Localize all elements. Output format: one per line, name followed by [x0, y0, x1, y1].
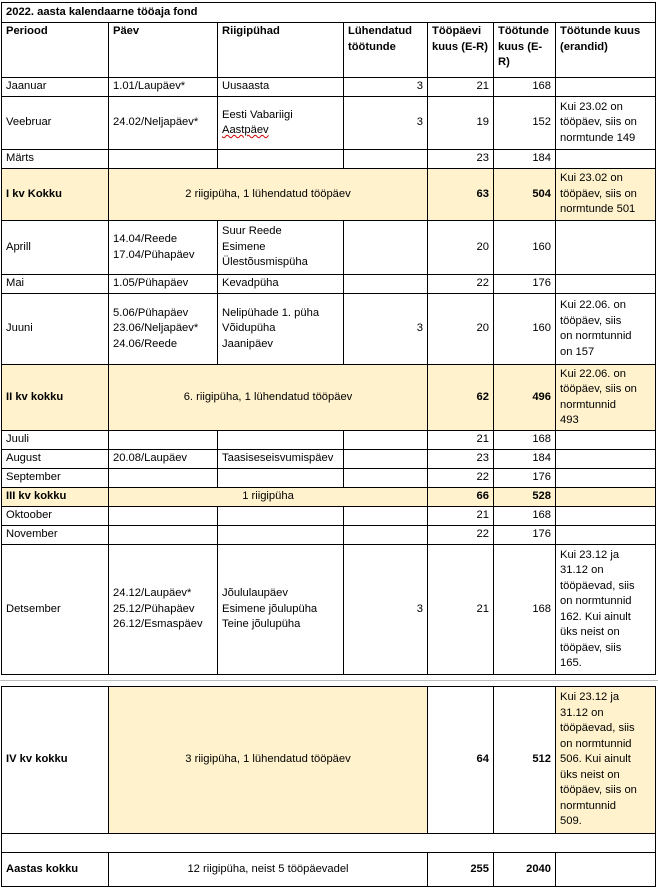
- row-period: November: [2, 526, 109, 545]
- row-hours: 496: [494, 365, 556, 431]
- row-summary: 3 riigipüha, 1 lühendatud tööpäev: [109, 687, 428, 834]
- row-workdays: 63: [428, 169, 494, 221]
- exception-line: on 157: [560, 345, 595, 358]
- exception-line: 31.12 on: [560, 706, 604, 719]
- holiday-line: Kevadpüha: [222, 277, 279, 290]
- row-period: Mai: [2, 275, 109, 294]
- day-line: 5.06/Pühapäev: [113, 306, 189, 319]
- row-period: I kv Kokku: [2, 169, 109, 221]
- exception-line: tööpäevad, siis: [560, 722, 635, 735]
- row-period: Märts: [2, 150, 109, 169]
- exception-line: üks neist on: [560, 626, 620, 638]
- row-hours: 160: [494, 221, 556, 275]
- row-period: Aastas kokku: [2, 853, 109, 887]
- row-hours: 512: [494, 687, 556, 834]
- day-line: 24.06/Reede: [113, 337, 178, 350]
- row-hours: 168: [494, 78, 556, 97]
- row-exception: [556, 687, 656, 834]
- row-period: III kv kokku: [2, 488, 109, 507]
- exception-line: normtunde 149: [560, 131, 636, 144]
- row-shortened: 3: [344, 294, 428, 365]
- row-holiday: [218, 97, 344, 150]
- exception-line: normtunnid: [560, 799, 616, 812]
- row-day: [109, 97, 218, 150]
- exception-line: Kui 23.12 ja: [560, 691, 620, 704]
- row-shortened: 3: [344, 545, 428, 675]
- table-row: [2, 275, 656, 294]
- row-workdays: 21: [428, 545, 494, 675]
- row-hours: 176: [494, 469, 556, 488]
- exception-line: tööpäev, siis on: [560, 187, 637, 200]
- day-line: 1.05/Pühapäev: [113, 277, 189, 290]
- row-exception: [556, 545, 656, 675]
- exception-line: on normtunnid: [560, 737, 632, 750]
- exception-line: Kui 22.06. on: [560, 299, 626, 311]
- table-row: [2, 150, 656, 169]
- holiday-line: Esimene: [222, 240, 266, 253]
- row-hours: 160: [494, 294, 556, 365]
- row-period: Jaanuar: [2, 78, 109, 97]
- row-period: Juuli: [2, 431, 109, 450]
- exception-line: on normtunnid: [560, 595, 632, 607]
- table-row: [2, 78, 656, 97]
- quarter-row: [2, 365, 656, 431]
- row-workdays: 22: [428, 469, 494, 488]
- row-workdays: 255: [428, 853, 494, 887]
- holiday-line: Suur Reede: [222, 225, 282, 238]
- empty-row: [2, 834, 656, 853]
- table-row: [2, 507, 656, 526]
- row-workdays: 20: [428, 294, 494, 365]
- exception-line: 165.: [560, 657, 582, 669]
- row-shortened: 3: [344, 97, 428, 150]
- holiday-line: Taasiseseisvumispäev: [222, 452, 334, 465]
- table-row: [2, 294, 656, 365]
- holiday-line: Jaanipäev: [222, 337, 274, 350]
- row-workdays: 21: [428, 507, 494, 526]
- table-title: 2022. aasta kalendaarne tööaja fond: [2, 3, 656, 23]
- row-hours: 168: [494, 507, 556, 526]
- row-shortened: 3: [344, 78, 428, 97]
- header-holidays: Riigipühad: [218, 23, 344, 78]
- row-period: Juuni: [2, 294, 109, 365]
- header-period: Periood: [2, 23, 109, 78]
- day-line: 26.12/Esmaspäev: [113, 618, 203, 631]
- row-hours: 2040: [494, 853, 556, 887]
- exception-line: Kui 23.02 on: [560, 100, 623, 113]
- header-workdays: Tööpäevi kuus (E-R): [428, 23, 494, 78]
- row-workdays: 64: [428, 687, 494, 834]
- exception-line: tööpäev, siis on: [560, 116, 637, 129]
- table-row: [2, 97, 656, 150]
- exception-line: 493: [560, 414, 579, 426]
- row-hours: 168: [494, 431, 556, 450]
- row-period: Aprill: [2, 221, 109, 275]
- exception-line: normtunnid: [560, 398, 616, 411]
- day-line: 1.01/Laupäev*: [113, 80, 186, 93]
- row-workdays: 66: [428, 488, 494, 507]
- holiday-line: Teine jõulupüha: [222, 618, 301, 631]
- table-row: [2, 450, 656, 469]
- day-line: 14.04/Reede: [113, 233, 178, 245]
- row-workdays: 22: [428, 526, 494, 545]
- exception-line: Kui 23.12 ja: [560, 548, 620, 561]
- row-workdays: 21: [428, 431, 494, 450]
- row-period: August: [2, 450, 109, 469]
- row-summary: 1 riigipüha: [109, 488, 428, 507]
- row-workdays: 62: [428, 365, 494, 431]
- holiday-line: Ülestõusmispüha: [222, 256, 308, 269]
- exception-line: üks neist on: [560, 768, 620, 781]
- row-day: [109, 275, 218, 294]
- row-holiday: [218, 78, 344, 97]
- row-day: [109, 450, 218, 469]
- day-line: 23.06/Neljapäev*: [113, 322, 199, 335]
- row-day: [109, 78, 218, 97]
- row-workdays: 20: [428, 221, 494, 275]
- row-holiday: [218, 450, 344, 469]
- exception-line: tööpäevad, siis: [560, 579, 635, 592]
- row-summary: 6. riigipüha, 1 lühendatud tööpäev: [109, 365, 428, 431]
- quarter-row: [2, 488, 656, 507]
- row-hours: 504: [494, 169, 556, 221]
- exception-line: on normtunnid: [560, 330, 632, 342]
- row-workdays: 21: [428, 78, 494, 97]
- holiday-line: Võidupüha: [222, 322, 276, 335]
- holiday-line: Jõululaupäev: [222, 587, 288, 600]
- exception-line: tööpäev, siis on: [560, 383, 637, 395]
- row-summary: 2 riigipüha, 1 lühendatud tööpäev: [109, 169, 428, 221]
- row-exception: [556, 294, 656, 365]
- row-hours: 528: [494, 488, 556, 507]
- row-workdays: 23: [428, 150, 494, 169]
- row-hours: 168: [494, 545, 556, 675]
- header-shortened: Lühendatud töötunde: [344, 23, 428, 78]
- row-exception: [556, 78, 656, 97]
- exception-line: tööpäev, siis on: [560, 784, 637, 797]
- row-workdays: 19: [428, 97, 494, 150]
- table-row: [2, 221, 656, 275]
- row-workdays: 23: [428, 450, 494, 469]
- exception-line: 162. Kui ainult: [560, 610, 631, 623]
- row-hours: 176: [494, 275, 556, 294]
- row-day: [109, 294, 218, 365]
- header-exceptions: Töötunde kuus (erandid): [556, 23, 656, 78]
- holiday-line: Uusaasta: [222, 80, 270, 93]
- row-workdays: 22: [428, 275, 494, 294]
- row-holiday: [218, 221, 344, 275]
- exception-line: 509.: [560, 815, 582, 828]
- exception-line: tööpäev, siis: [560, 641, 622, 654]
- table-row: [2, 431, 656, 450]
- exception-line: 506. Kui ainult: [560, 753, 631, 766]
- table-row: [2, 469, 656, 488]
- row-period: IV kv kokku: [2, 687, 109, 834]
- row-hours: 184: [494, 150, 556, 169]
- row-period: Detsember: [2, 545, 109, 675]
- row-hours: 152: [494, 97, 556, 150]
- row-period: Veebruar: [2, 97, 109, 150]
- day-line: 24.12/Laupäev*: [113, 587, 192, 600]
- table-row: [2, 526, 656, 545]
- row-day: [109, 221, 218, 275]
- exception-line: normtunde 501: [560, 203, 636, 216]
- work-time-table: [1, 2, 656, 675]
- holiday-line: Eesti Vabariigi: [222, 108, 293, 121]
- quarter-row: [2, 687, 656, 834]
- row-period: II kv kokku: [2, 365, 109, 431]
- holiday-line: Nelipühade 1. püha: [222, 306, 320, 319]
- holiday-line: Aastpäev: [222, 124, 269, 136]
- day-line: 17.04/Pühapäev: [113, 248, 195, 261]
- table-row: [2, 545, 656, 675]
- row-exception: [556, 365, 656, 431]
- row-exception: [556, 169, 656, 221]
- row-holiday: [218, 294, 344, 365]
- day-line: 25.12/Pühapäev: [113, 602, 195, 615]
- header-hours: Töötunde kuus (E-R): [494, 23, 556, 78]
- quarter-row: [2, 169, 656, 221]
- row-holiday: [218, 275, 344, 294]
- exception-line: Kui 22.06. on: [560, 367, 626, 380]
- header-day: Päev: [109, 23, 218, 78]
- day-line: 20.08/Laupäev: [113, 452, 188, 465]
- row-day: [109, 545, 218, 675]
- row-hours: 184: [494, 450, 556, 469]
- row-period: Oktoober: [2, 507, 109, 526]
- row-summary: 12 riigipüha, neist 5 tööpäevadel: [109, 853, 428, 887]
- row-exception: [556, 97, 656, 150]
- work-time-table-continued: [1, 686, 656, 887]
- exception-line: 31.12 on: [560, 564, 604, 576]
- total-row: [2, 853, 656, 887]
- exception-line: Kui 23.02 on: [560, 172, 623, 185]
- holiday-line: Esimene jõulupüha: [222, 602, 318, 615]
- exception-line: tööpäev, siis: [560, 314, 622, 327]
- row-holiday: [218, 545, 344, 675]
- row-hours: 176: [494, 526, 556, 545]
- day-line: 24.02/Neljapäev*: [113, 116, 199, 129]
- row-period: September: [2, 469, 109, 488]
